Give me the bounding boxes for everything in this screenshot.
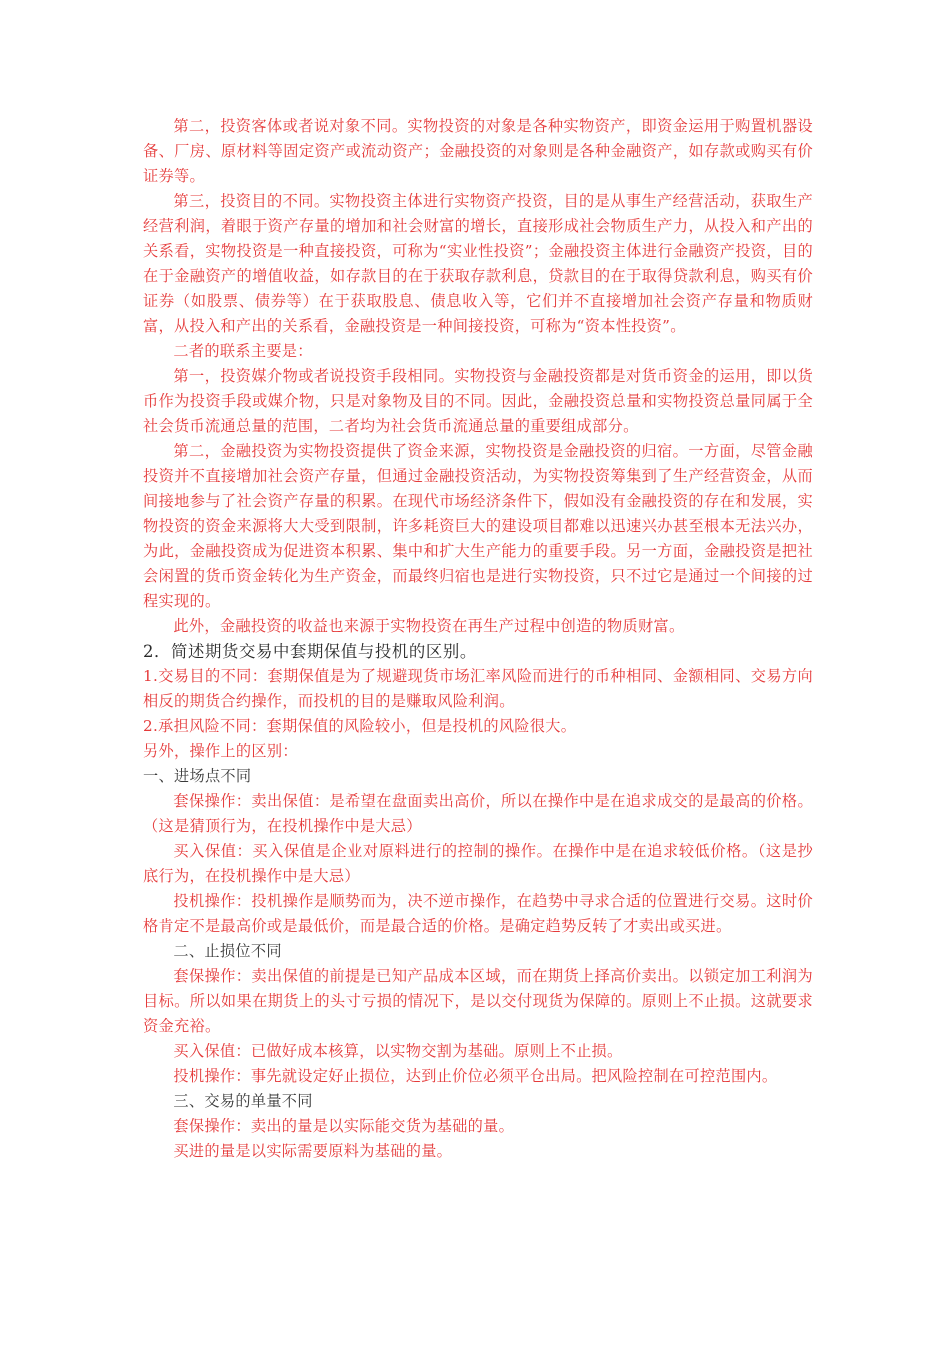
paragraph: 买进的量是以实际需要原料为基础的量。 — [173, 1142, 453, 1160]
paragraph: 买入保值：已做好成本核算，以实物交割为基础。原则上不止损。 — [173, 1042, 623, 1060]
paragraph: 1.交易目的不同：套期保值是为了规避现货市场汇率风险而进行的币种相同、金额相同、交易方向相反的期货合约操作，而投机的目的是赚取风险利润。 — [143, 667, 813, 710]
paragraph: 第三，投资目的不同。实物投资主体进行实物资产投资，目的是从事生产经营活动，获取生产经营利润，着眼于资产存量的增加和社会财富的增长，直接形成社会物质生产力，从投入和产出的关系看，实物投资是一种直接投资，可称为“实业性投资”；金融投资主体进行金融资产投资，目的在于金融资产的增值收益，如存款目的在于获取存款利息，贷款目的在于取得贷款利息，购买有价证券（如股票、债券等）在于获取股息、债息收入等，它们并不直接增加社会资产存量和物质财富，从投入和产出的关系看，金融投资是一种间接投资，可称为“资本性投资”。 — [143, 192, 813, 335]
paragraph: 二者的联系主要是： — [173, 342, 313, 360]
paragraph: 买入保值：买入保值是企业对原料进行的控制的操作。在操作中是在追求较低价格。（这是抄底行为，在投机操作中是大忌） — [143, 842, 813, 885]
paragraph: 套保操作：卖出的量是以实际能交货为基础的量。 — [173, 1117, 515, 1135]
paragraph: 套保操作：卖出保值的前提是已知产品成本区域，而在期货上择高价卖出。以锁定加工利润为目标。所以如果在期货上的头寸亏损的情况下，是以交付现货为保障的。原则上不止损。这就要求资金充裕。 — [143, 967, 813, 1035]
section-title: 一、进场点不同 — [143, 767, 252, 785]
paragraph: 第二，投资客体或者说对象不同。实物投资的对象是各种实物资产，即资金运用于购置机器设备、厂房、原材料等固定资产或流动资产；金融投资的对象则是各种金融资产，如存款或购买有价证券等。 — [143, 117, 813, 185]
section-title: 三、交易的单量不同 — [173, 1092, 313, 1110]
paragraph: 2.承担风险不同：套期保值的风险较小，但是投机的风险很大。 — [143, 717, 577, 735]
paragraph: 投机操作：投机操作是顺势而为，决不逆市操作，在趋势中寻求合适的位置进行交易。这时价格肯定不是最高价或是最低价，而是最合适的价格。是确定趋势反转了才卖出或买进。 — [143, 892, 813, 935]
document-page — [143, 114, 813, 1164]
paragraph: 第一，投资媒介物或者说投资手段相同。实物投资与金融投资都是对货币资金的运用，即以货币作为投资手段或媒介物，只是对象物及目的不同。因此，金融投资总量和实物投资总量同属于全社会货币流通总量的范围，二者均为社会货币流通总量的重要组成部分。 — [143, 367, 813, 435]
paragraph: 套保操作：卖出保值：是希望在盘面卖出高价，所以在操作中是在追求成交的是最高的价格。（这是猜顶行为，在投机操作中是大忌） — [143, 792, 813, 835]
paragraph: 另外，操作上的区别： — [143, 742, 298, 760]
question-heading: 2．简述期货交易中套期保值与投机的区别。 — [143, 642, 477, 661]
paragraph: 第二，金融投资为实物投资提供了资金来源，实物投资是金融投资的归宿。一方面，尽管金融投资并不直接增加社会资产存量，但通过金融投资活动，为实物投资筹集到了生产经营资金，从而间接地参与了社会资产存量的积累。在现代市场经济条件下，假如没有金融投资的存在和发展，实物投资的资金来源将大大受到限制，许多耗资巨大的建设项目都难以迅速兴办甚至根本无法兴办，为此，金融投资成为促进资本积累、集中和扩大生产能力的重要手段。另一方面，金融投资是把社会闲置的货币资金转化为生产资金，而最终归宿也是进行实物投资，只不过它是通过一个间接的过程实现的。 — [143, 442, 813, 610]
section-title: 二、止损位不同 — [173, 942, 282, 960]
paragraph: 此外，金融投资的收益也来源于实物投资在再生产过程中创造的物质财富。 — [173, 617, 685, 635]
paragraph: 投机操作：事先就设定好止损位，达到止价位必须平仓出局。把风险控制在可控范围内。 — [173, 1067, 778, 1085]
